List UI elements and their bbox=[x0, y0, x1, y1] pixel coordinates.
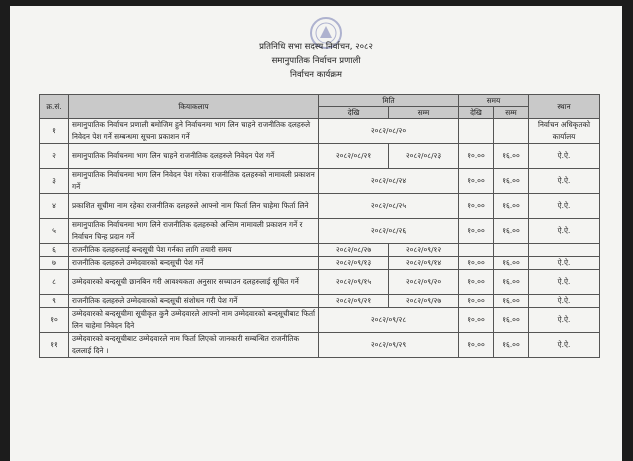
table-row bbox=[40, 144, 600, 169]
row-time-to bbox=[494, 119, 529, 144]
row-place: ऐ.ऐ. bbox=[529, 308, 600, 333]
row-date: २०८२/०८/२० bbox=[319, 119, 459, 144]
row-serial: ७ bbox=[40, 257, 69, 270]
row-date-from: २०८२/०८/२१ bbox=[319, 144, 389, 169]
row-time-from bbox=[459, 244, 494, 257]
col-time-from: देखि bbox=[459, 107, 494, 119]
row-date: २०८२/०८/२६ bbox=[319, 219, 459, 244]
row-place: ऐ.ऐ. bbox=[529, 169, 600, 194]
row-activity: समानुपातिक निर्वाचनमा भाग लिन निवेदन पेश गरेका राजनीतिक दलहरुको नामावली प्रकाशन गर्ने bbox=[69, 169, 319, 194]
row-date-to: २०८२/०९/२७ bbox=[389, 295, 459, 308]
row-time-to bbox=[494, 244, 529, 257]
col-date-to: सम्म bbox=[389, 107, 459, 119]
row-time-to: १६.०० bbox=[494, 270, 529, 295]
row-time-to: १६.०० bbox=[494, 219, 529, 244]
row-serial: १० bbox=[40, 308, 69, 333]
table-row bbox=[40, 333, 600, 358]
row-date-from: २०८२/०९/१५ bbox=[319, 270, 389, 295]
table-row bbox=[40, 270, 600, 295]
row-activity: उम्मेदवारको बन्दसूचीबाट उम्मेदवारले नाम फिर्ता लिएको जानकारी सम्बन्धित राजनीतिक दललाई दिने । bbox=[69, 333, 319, 358]
row-activity: राजनीतिक दलहरुलाई बन्दसूची पेश गर्नका लागि तयारी समय bbox=[69, 244, 319, 257]
row-date-to: २०८२/०८/२३ bbox=[389, 144, 459, 169]
row-place: निर्वाचन अधिकृतको कार्यालय bbox=[529, 119, 600, 144]
row-time-to: १६.०० bbox=[494, 169, 529, 194]
election-schedule-table bbox=[39, 94, 600, 358]
row-date-from: २०८२/०९/१३ bbox=[319, 257, 389, 270]
table-row bbox=[40, 119, 600, 144]
row-date: २०८२/०९/२८ bbox=[319, 308, 459, 333]
row-place: ऐ.ऐ. bbox=[529, 270, 600, 295]
table-row bbox=[40, 194, 600, 219]
row-activity: समानुपातिक निर्वाचनमा भाग लिने राजनीतिक दलहरुको अन्तिम नामावली प्रकाशन गर्ने र निर्वाचन चिन्ह प्रदान गर्ने bbox=[69, 219, 319, 244]
row-time-to: १६.०० bbox=[494, 257, 529, 270]
table-row bbox=[40, 295, 600, 308]
row-place: ऐ.ऐ. bbox=[529, 333, 600, 358]
row-activity: समानुपातिक निर्वाचन प्रणाली बमोजिम हुने निर्वाचनमा भाग लिन चाहने राजनीतिक दलहरुले निवेदन पेश गर्ने सम्बन्धमा सूचना प्रकाशन गर्ने bbox=[69, 119, 319, 144]
table-row bbox=[40, 257, 600, 270]
row-time-from: १०.०० bbox=[459, 219, 494, 244]
row-place: ऐ.ऐ. bbox=[529, 295, 600, 308]
row-serial: ११ bbox=[40, 333, 69, 358]
table-row bbox=[40, 244, 600, 257]
row-activity: उम्मेदवारको बन्दसूची छानबिन गरी आवश्यकता अनुसार सच्याउन दलहरुलाई सूचित गर्ने bbox=[69, 270, 319, 295]
election-title: प्रतिनिधि सभा सदस्य निर्वाचन, २०८२ bbox=[259, 42, 373, 52]
schedule-title: निर्वाचन कार्यक्रम bbox=[290, 70, 342, 80]
row-place: ऐ.ऐ. bbox=[529, 194, 600, 219]
row-time-from: १०.०० bbox=[459, 295, 494, 308]
row-time-from: १०.०० bbox=[459, 308, 494, 333]
row-serial: १ bbox=[40, 119, 69, 144]
row-time-from: १०.०० bbox=[459, 144, 494, 169]
row-date-from: २०८२/०९/२१ bbox=[319, 295, 389, 308]
row-time-from: १०.०० bbox=[459, 169, 494, 194]
row-time-from: १०.०० bbox=[459, 270, 494, 295]
col-serial: क्र.सं. bbox=[40, 95, 69, 119]
row-time-from bbox=[459, 119, 494, 144]
table-row bbox=[40, 169, 600, 194]
row-serial: २ bbox=[40, 144, 69, 169]
row-activity: समानुपातिक निर्वाचनमा भाग लिन चाहने राजनीतिक दलहरुले निवेदन पेश गर्ने bbox=[69, 144, 319, 169]
col-activity: कियाकलाप bbox=[69, 95, 319, 119]
row-time-from: १०.०० bbox=[459, 194, 494, 219]
row-serial: ८ bbox=[40, 270, 69, 295]
col-time: समय bbox=[459, 95, 529, 107]
row-activity: उम्मेदवारको बन्दसूचीमा सूचीकृत कुनै उम्मेदवारले आफ्नो नाम उम्मेदवारको बन्दसूचीबाट फिर्ता लिन चाहेमा निवेदन दिने bbox=[69, 308, 319, 333]
row-place: ऐ.ऐ. bbox=[529, 219, 600, 244]
row-serial: ३ bbox=[40, 169, 69, 194]
document-page bbox=[10, 6, 622, 461]
row-time-to: १६.०० bbox=[494, 194, 529, 219]
document-header bbox=[10, 40, 622, 82]
row-place: ऐ.ऐ. bbox=[529, 144, 600, 169]
row-time-from: १०.०० bbox=[459, 333, 494, 358]
row-serial: ६ bbox=[40, 244, 69, 257]
col-date-from: देखि bbox=[319, 107, 389, 119]
row-place bbox=[529, 244, 600, 257]
row-activity: राजनीतिक दलहरुले उम्मेदवारको बन्दसूची पेश गर्ने bbox=[69, 257, 319, 270]
row-time-to: १६.०० bbox=[494, 308, 529, 333]
col-time-to: सम्म bbox=[494, 107, 529, 119]
election-system: समानुपातिक निर्वाचन प्रणाली bbox=[271, 56, 361, 66]
row-activity: राजनीतिक दलहरुले उम्मेदवारको बन्दसूची संशोधन गरी पेश गर्ने bbox=[69, 295, 319, 308]
col-place: स्थान bbox=[529, 95, 600, 119]
row-activity: प्रकाशित सूचीमा नाम रहेका राजनीतिक दलहरुले आफ्नो नाम फिर्ता लिन चाहेमा फिर्ता लिने bbox=[69, 194, 319, 219]
row-date-from: २०८२/०८/२७ bbox=[319, 244, 389, 257]
col-date: मिति bbox=[319, 95, 459, 107]
row-time-to: १६.०० bbox=[494, 295, 529, 308]
row-place: ऐ.ऐ. bbox=[529, 257, 600, 270]
row-date-to: २०८२/०९/१२ bbox=[389, 244, 459, 257]
row-time-to: १६.०० bbox=[494, 333, 529, 358]
row-date: २०८२/०९/२९ bbox=[319, 333, 459, 358]
row-time-from: १०.०० bbox=[459, 257, 494, 270]
row-date: २०८२/०८/२४ bbox=[319, 169, 459, 194]
table-row bbox=[40, 219, 600, 244]
row-serial: ९ bbox=[40, 295, 69, 308]
row-date-to: २०८२/०९/२० bbox=[389, 270, 459, 295]
row-date-to: २०८२/०९/१४ bbox=[389, 257, 459, 270]
row-serial: ५ bbox=[40, 219, 69, 244]
table-row bbox=[40, 308, 600, 333]
row-time-to: १६.०० bbox=[494, 144, 529, 169]
row-date: २०८२/०८/२५ bbox=[319, 194, 459, 219]
row-serial: ४ bbox=[40, 194, 69, 219]
